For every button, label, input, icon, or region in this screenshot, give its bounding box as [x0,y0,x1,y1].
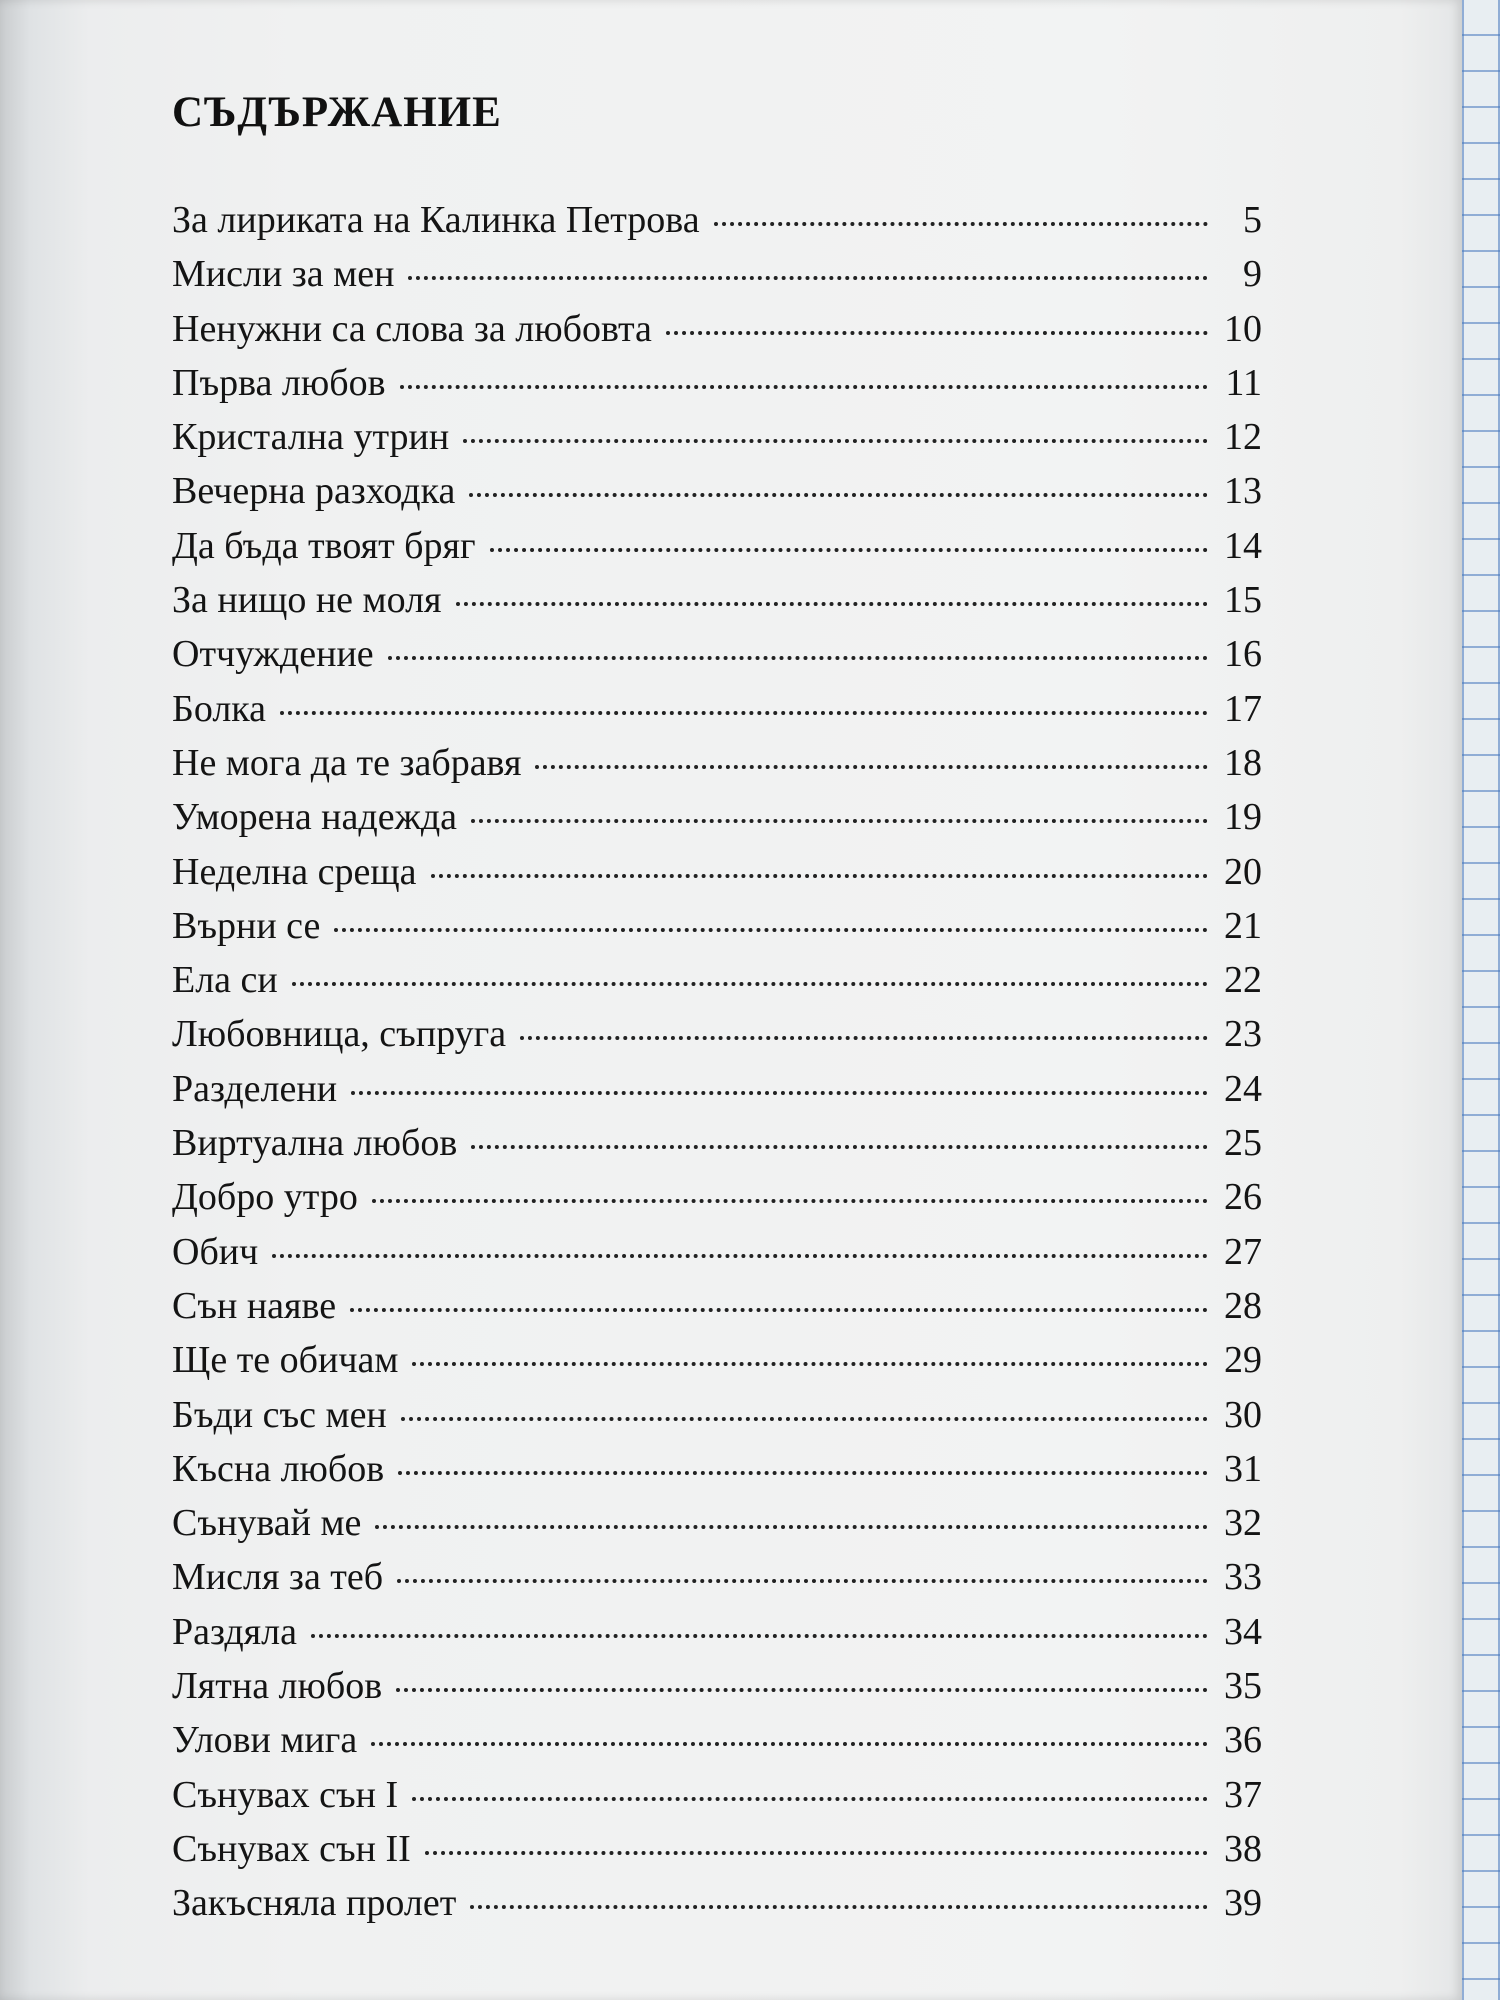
toc-entry-page-number: 34 [1224,1610,1262,1653]
toc-entry [172,1881,1262,1935]
dot-leader [471,819,1208,823]
toc-entry [172,1827,1262,1881]
toc-entry-page-number: 16 [1224,633,1262,676]
toc-entry-title: Добро утро [172,1176,358,1219]
toc-entry-title: Ще те обичам [172,1339,399,1382]
toc-entry-title: Отчуждение [172,633,374,676]
toc-entry [172,1447,1262,1501]
toc-entry [172,1610,1262,1664]
toc-entry [172,850,1262,904]
dot-leader [714,222,1208,226]
toc-entry-title: Обич [172,1230,259,1273]
toc-entry-page-number: 9 [1243,253,1262,296]
toc-entry-title: Първа любов [172,361,386,404]
toc-entry [172,1664,1262,1718]
toc-entry [172,795,1262,849]
toc-entry-page-number: 13 [1224,470,1262,513]
dot-leader [351,1091,1208,1095]
toc-entry-title: Виртуална любов [172,1122,458,1165]
toc-entry-title: Да бъда твоят бряг [172,524,476,567]
dot-leader [400,385,1208,389]
toc-entry-title: Неделна среща [172,850,417,893]
toc-entry [172,1230,1262,1284]
toc-entry-title: Разделени [172,1067,338,1110]
toc-entry [172,361,1262,415]
dot-leader [396,1688,1208,1692]
toc-entry-page-number: 27 [1224,1230,1262,1273]
toc-entry [172,1067,1262,1121]
toc-entry [172,1012,1262,1066]
toc-entry [172,958,1262,1012]
dot-leader [425,1851,1208,1855]
dot-leader [490,548,1208,552]
toc-entry-page-number: 22 [1224,959,1262,1002]
dot-leader [272,1254,1208,1258]
toc-entry-page-number: 31 [1224,1447,1262,1490]
dot-leader [372,1199,1208,1203]
toc-entry [172,687,1262,741]
toc-entry-title: Мисля за теб [172,1556,384,1599]
toc-entry-title: Върни се [172,904,321,947]
dot-leader [456,602,1208,606]
toc-entry-page-number: 11 [1225,361,1262,404]
toc-entry-page-number: 17 [1224,687,1262,730]
toc-entry-page-number: 28 [1224,1284,1262,1327]
toc-entry [172,415,1262,469]
toc-entry-title: Сън наяве [172,1284,337,1327]
toc-entry [172,1555,1262,1609]
toc-entry [172,632,1262,686]
toc-entry-title: Болка [172,687,267,730]
toc-entry-page-number: 37 [1224,1773,1262,1816]
dot-leader [311,1634,1208,1638]
toc-entry-page-number: 15 [1224,579,1262,622]
toc-entry-title: Не мога да те забравя [172,741,522,784]
grid-paper-background [1462,0,1500,2000]
toc-entry-title: Сънувай ме [172,1502,362,1545]
dot-leader [470,1905,1208,1909]
dot-leader [412,1797,1208,1801]
toc-entry [172,1718,1262,1772]
dot-leader [408,276,1208,280]
toc-entry-page-number: 23 [1224,1013,1262,1056]
dot-leader [350,1308,1208,1312]
toc-entry-page-number: 35 [1224,1665,1262,1708]
toc-entry-page-number: 12 [1224,416,1262,459]
toc-entry-title: Ела си [172,959,278,1002]
dot-leader [334,928,1208,932]
toc-entry-page-number: 25 [1224,1122,1262,1165]
dot-leader [412,1362,1208,1366]
page-title: СЪДЪРЖАНИЕ [172,89,502,136]
dot-leader [520,1036,1208,1040]
toc-entry-page-number: 5 [1243,199,1262,241]
toc-entry-page-number: 21 [1224,904,1262,947]
toc-entry [172,469,1262,523]
toc-entry-title: Раздяла [172,1610,297,1653]
dot-leader [397,1579,1208,1583]
toc-entry-title: Закъсняла пролет [172,1882,457,1925]
dot-leader [292,982,1208,986]
dot-leader [469,493,1208,497]
dot-leader [398,1471,1208,1475]
toc-entry [172,252,1262,306]
toc-entry-page-number: 20 [1224,850,1262,893]
toc-entry-page-number: 29 [1224,1339,1262,1382]
dot-leader [371,1742,1208,1746]
toc-entry-page-number: 30 [1224,1393,1262,1436]
toc-entry-page-number: 26 [1224,1176,1262,1219]
toc-entry-page-number: 18 [1224,741,1262,784]
toc-entry [172,904,1262,958]
toc-entry [172,1338,1262,1392]
toc-entry-title: За нищо не моля [172,579,442,622]
toc-entry-page-number: 10 [1224,307,1262,350]
toc-entry [172,1501,1262,1555]
toc-entry-page-number: 32 [1224,1502,1262,1545]
toc-entry-page-number: 33 [1224,1556,1262,1599]
dot-leader [431,874,1208,878]
toc-entry-title: Късна любов [172,1447,385,1490]
toc-entry [172,524,1262,578]
toc-entry-title: Бъди със мен [172,1393,387,1436]
dot-leader [401,1417,1208,1421]
toc-entry [172,198,1262,252]
toc-entry-title: Сънувах сън II [172,1827,411,1870]
table-of-contents [172,198,1262,1936]
toc-entry-title: Ненужни са слова за любовта [172,307,652,350]
toc-entry-title: Сънувах сън I [172,1773,399,1816]
toc-entry-page-number: 14 [1224,524,1262,567]
dot-leader [280,711,1208,715]
toc-entry-page-number: 38 [1224,1827,1262,1870]
dot-leader [666,331,1208,335]
toc-entry-title: Вечерна разходка [172,470,456,513]
toc-entry-title: Кристална утрин [172,416,450,459]
toc-entry-title: Лятна любов [172,1665,383,1708]
dot-leader [388,656,1208,660]
toc-entry [172,1121,1262,1175]
dot-leader [535,765,1208,769]
toc-entry [172,307,1262,361]
toc-entry-title: Любовница, съпруга [172,1013,507,1056]
toc-entry [172,1284,1262,1338]
toc-entry-page-number: 19 [1224,796,1262,839]
toc-entry-title: Мисли за мен [172,253,395,296]
toc-entry-page-number: 24 [1224,1067,1262,1110]
toc-entry [172,1773,1262,1827]
toc-entry [172,741,1262,795]
toc-entry [172,1393,1262,1447]
toc-entry-title: Улови мига [172,1719,358,1762]
toc-entry-title: Уморена надежда [172,796,458,839]
dot-leader [375,1525,1208,1529]
toc-entry [172,578,1262,632]
dot-leader [463,439,1208,443]
toc-entry-title: За лириката на Калинка Петрова [172,199,700,241]
toc-entry-page-number: 39 [1224,1882,1262,1925]
toc-entry-page-number: 36 [1224,1719,1262,1762]
dot-leader [471,1145,1208,1149]
toc-entry [172,1175,1262,1229]
